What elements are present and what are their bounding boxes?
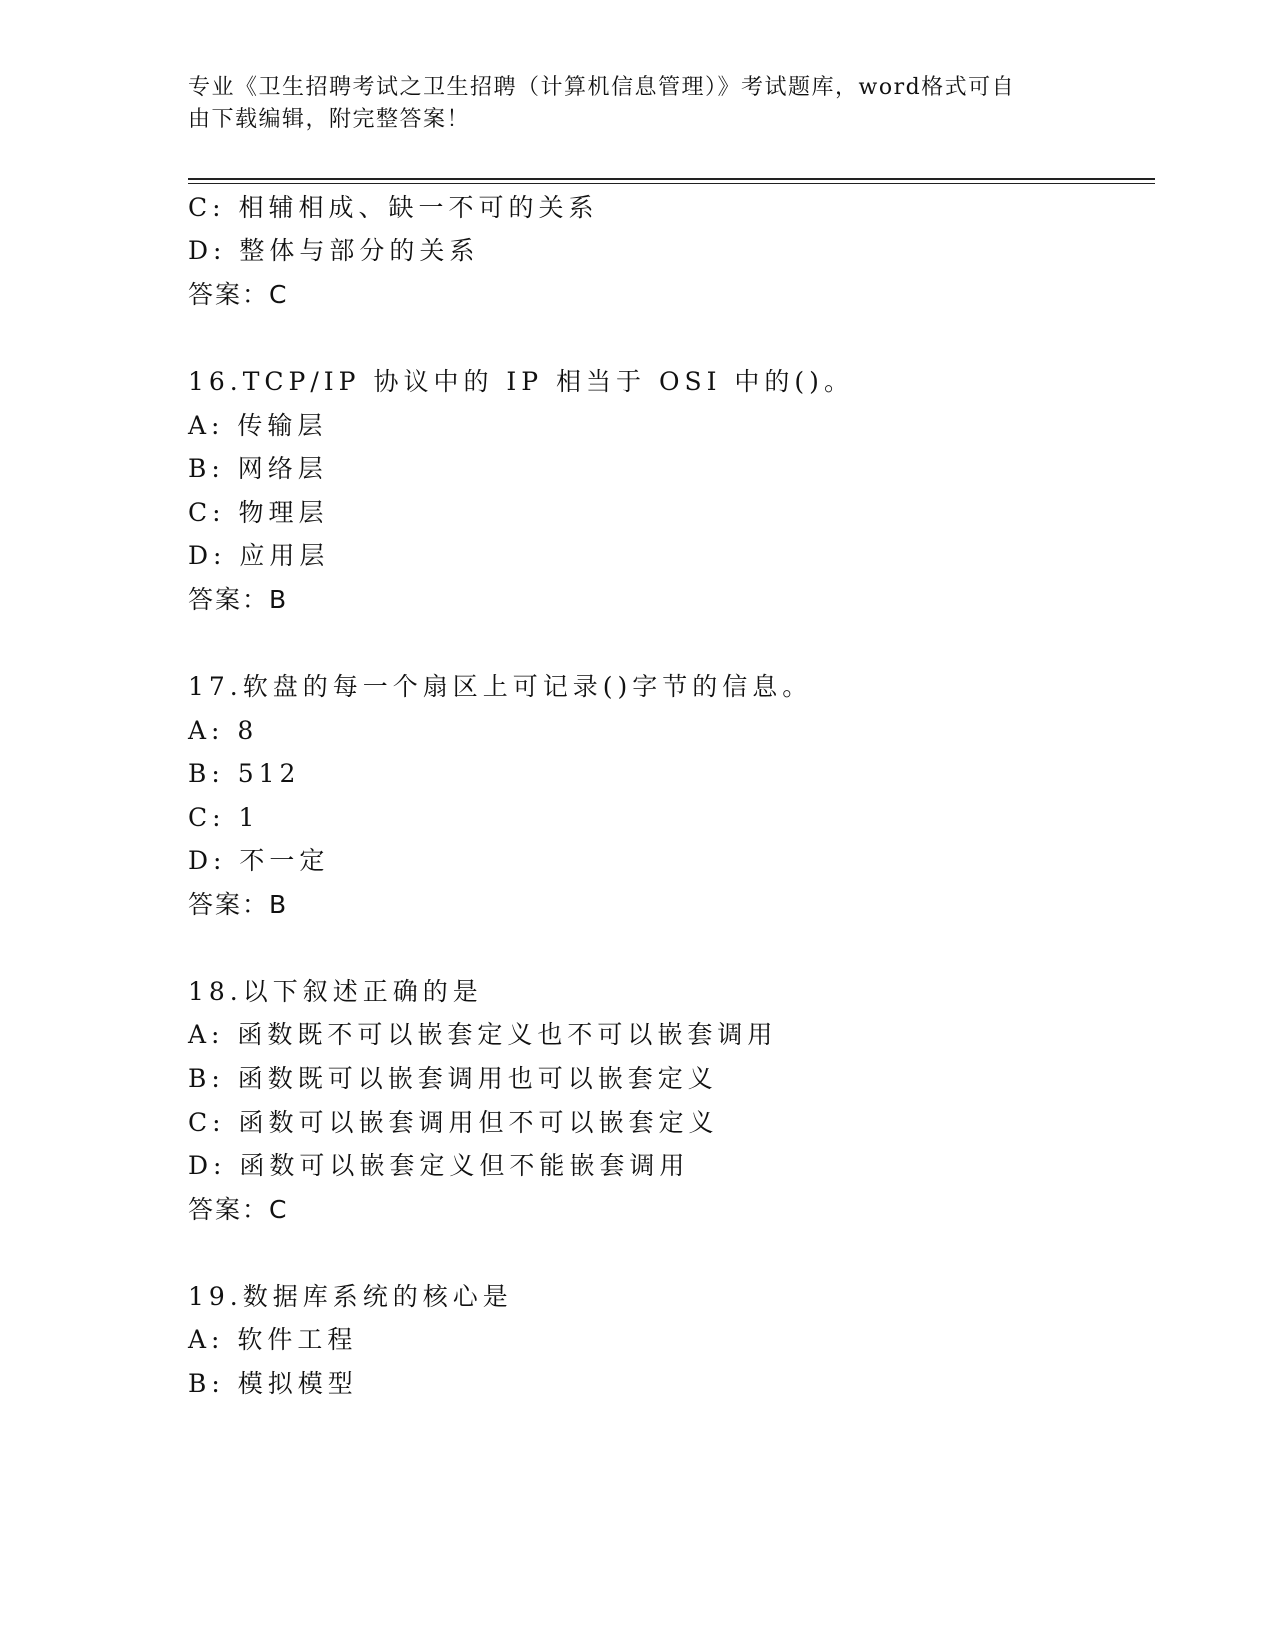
question-stem: 16.TCP/IP 协议中的 IP 相当于 OSI 中的()。 [188,367,854,396]
option-c: C: 相辅相成、缺一不可的关系 [188,193,599,222]
option-d: D: 应用层 [188,541,330,570]
option-c: C: 函数可以嵌套调用但不可以嵌套定义 [188,1108,719,1137]
answer: 答案：C [188,1195,289,1224]
header-divider-thick [188,178,1155,180]
option-d: D: 整体与部分的关系 [188,236,480,265]
answer: 答案：B [188,585,289,614]
option-b: B: 函数既可以嵌套调用也可以嵌套定义 [188,1064,718,1093]
header-line-2: 由下载编辑，附完整答案！ [188,107,471,132]
option-d: D: 不一定 [188,846,330,875]
answer: 答案：C [188,280,289,309]
answer: 答案：B [188,890,289,919]
option-a: A: 传输层 [188,411,328,440]
option-a: A: 8 [188,716,259,745]
header-divider-thin [188,183,1155,184]
question-stem: 17.软盘的每一个扇区上可记录()字节的信息。 [188,672,813,701]
option-a: A: 函数既不可以嵌套定义也不可以嵌套调用 [188,1020,778,1049]
option-d: D: 函数可以嵌套定义但不能嵌套调用 [188,1151,690,1180]
header-line-1: 专业《卫生招聘考试之卫生招聘（计算机信息管理）》考试题库，word格式可自 [188,75,1016,100]
option-c: C: 1 [188,803,260,832]
option-b: B: 网络层 [188,454,328,483]
option-b: B: 512 [188,759,301,788]
question-stem: 19.数据库系统的核心是 [188,1282,513,1311]
document-header [188,72,1088,136]
question-stem: 18.以下叙述正确的是 [188,977,483,1006]
option-a: A: 软件工程 [188,1325,358,1354]
option-b: B: 模拟模型 [188,1369,358,1398]
option-c: C: 物理层 [188,498,329,527]
